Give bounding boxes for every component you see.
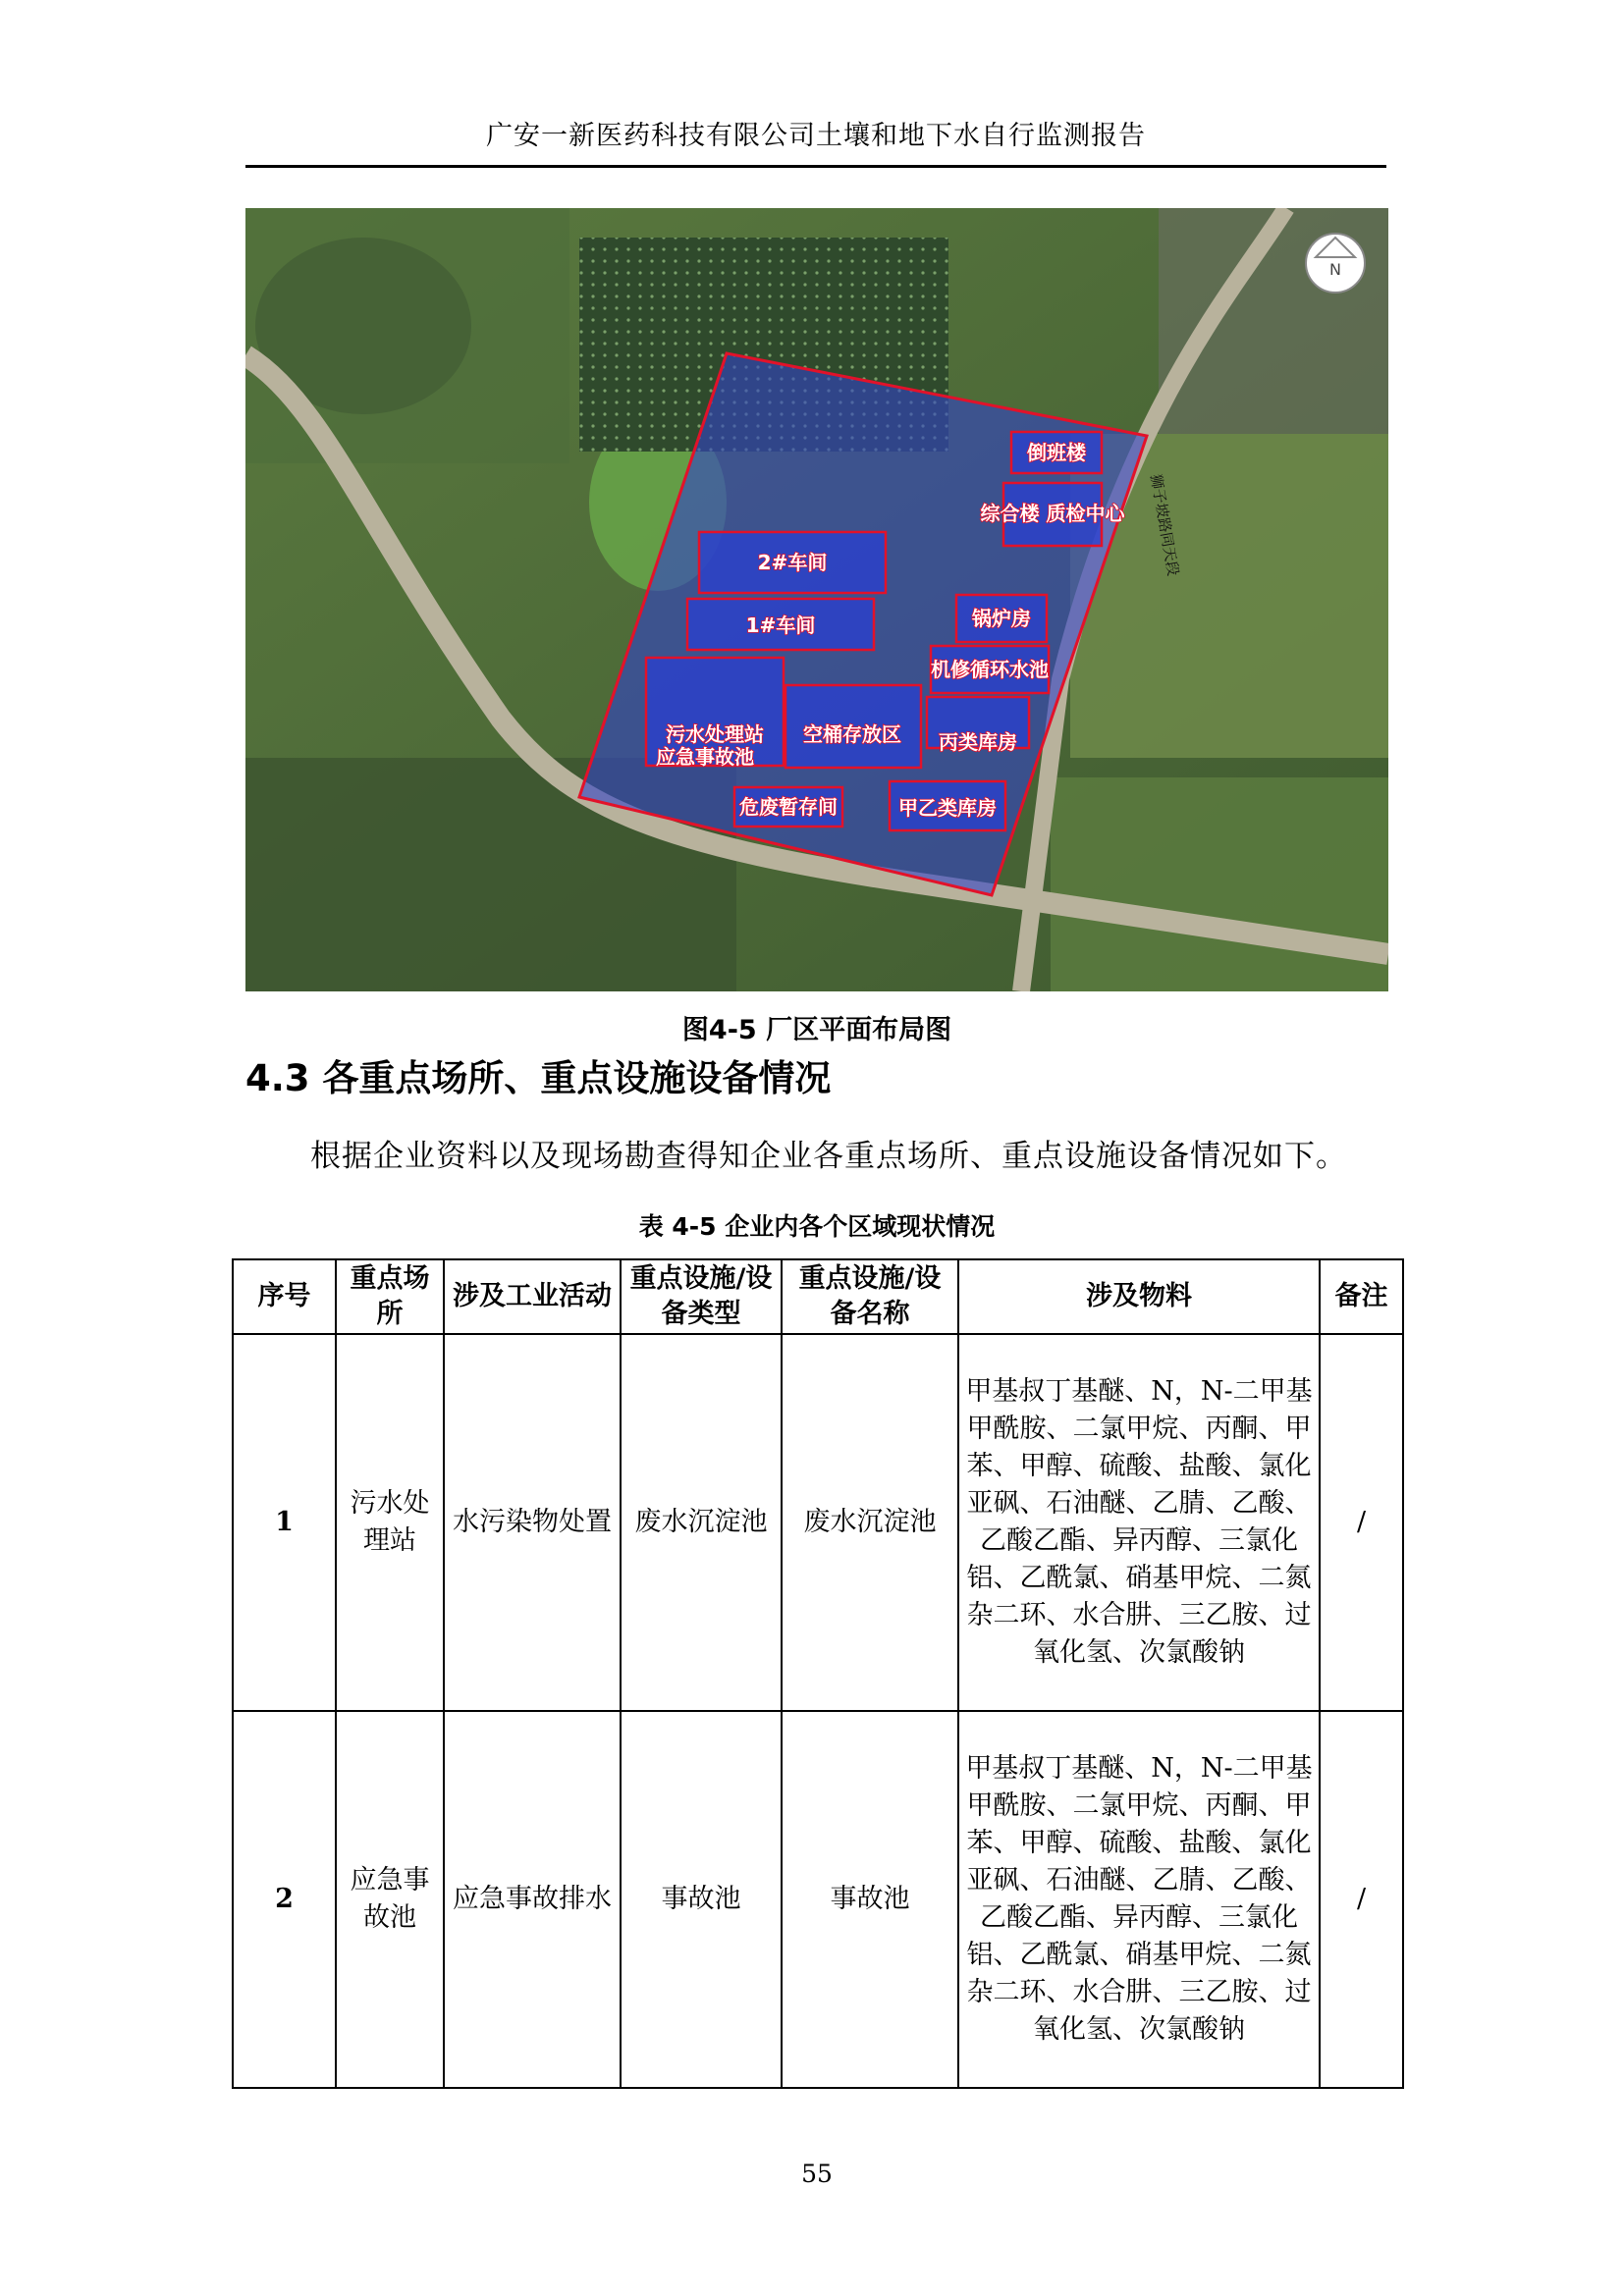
map-label-workshop-2: 2#车间: [757, 551, 828, 574]
map-label-emergency-pool: 应急事故池: [656, 745, 754, 769]
page-header-title: 广安一新医药科技有限公司土壤和地下水自行监测报告: [486, 121, 1146, 151]
table-row: [233, 1334, 1403, 1711]
compass-label: N: [1329, 260, 1341, 279]
body-paragraph: 根据企业资料以及现场勘查得知企业各重点场所、重点设施设备情况如下。: [310, 1139, 1347, 1174]
page-number: 55: [801, 2160, 833, 2188]
map-label-workshop-1: 1#车间: [745, 614, 816, 637]
table-header-row: [233, 1259, 1403, 1334]
map-label-class-ab-warehouse: 甲乙类库房: [898, 796, 997, 820]
north-arrow-icon: [1306, 234, 1365, 293]
map-label-hazardous-waste: 危废暂存间: [739, 795, 838, 819]
satellite-image: [245, 208, 1388, 991]
figure-caption: 图4-5 厂区平面布局图: [681, 1015, 952, 1045]
table-row: [233, 1711, 1403, 2088]
map-label-sewage-station: 污水处理站: [666, 722, 764, 746]
cell-facility-type: 废水沉淀池: [621, 1334, 782, 1711]
cell-facility-type: 事故池: [621, 1711, 782, 2088]
header-remark: 备注: [1320, 1259, 1403, 1334]
header-facility-type: 重点设施/设备类型: [621, 1259, 782, 1334]
header-activity: 涉及工业活动: [444, 1259, 621, 1334]
cell-activity: 水污染物处置: [444, 1334, 621, 1711]
header-seq: 序号: [233, 1259, 336, 1334]
section-heading: 4.3 各重点场所、重点设施设备情况: [245, 1057, 832, 1099]
cell-place: 污水处理站: [336, 1334, 444, 1711]
area-status-table: [232, 1258, 1404, 2089]
map-label-empty-drum: 空桶存放区: [803, 722, 901, 746]
header-rule: [245, 165, 1386, 168]
map-label-boiler: 锅炉房: [972, 607, 1031, 630]
map-label-class-c-warehouse: 丙类库房: [939, 730, 1017, 754]
cell-activity: 应急事故排水: [444, 1711, 621, 2088]
cell-materials: 甲基叔丁基醚、N，N-二甲基甲酰胺、二氯甲烷、丙酮、甲苯、甲醇、硫酸、盐酸、氯化亚砜、石油醚、乙腈、乙酸、乙酸乙酯、异丙醇、三氯化铝、乙酰氯、硝基甲烷、二氮杂二环、水合肼、三乙胺、过氧化氢、次氯酸钠: [958, 1334, 1320, 1711]
site-layout-map: [245, 208, 1388, 991]
cell-facility-name: 废水沉淀池: [782, 1334, 958, 1711]
map-label-dorm: 倒班楼: [1027, 441, 1086, 464]
cell-seq: 2: [233, 1711, 336, 2088]
cell-facility-name: 事故池: [782, 1711, 958, 2088]
header-materials: 涉及物料: [958, 1259, 1320, 1334]
cell-seq: 1: [233, 1334, 336, 1711]
cell-place: 应急事故池: [336, 1711, 444, 2088]
header-facility-name: 重点设施/设备名称: [782, 1259, 958, 1334]
cell-materials: 甲基叔丁基醚、N，N-二甲基甲酰胺、二氯甲烷、丙酮、甲苯、甲醇、硫酸、盐酸、氯化亚砜、石油醚、乙腈、乙酸、乙酸乙酯、异丙醇、三氯化铝、乙酰氯、硝基甲烷、二氮杂二环、水合肼、三乙胺、过氧化氢、次氯酸钠: [958, 1711, 1320, 2088]
header-place: 重点场所: [336, 1259, 444, 1334]
map-label-office: 综合楼 质检中心: [980, 502, 1125, 525]
table-caption: 表 4-5 企业内各个区域现状情况: [638, 1212, 996, 1241]
cell-remark: /: [1320, 1711, 1403, 2088]
cell-remark: /: [1320, 1334, 1403, 1711]
road-label: 狮子坡路同天段: [1147, 472, 1183, 578]
map-label-cooling-pool: 机修循环水池: [931, 658, 1049, 681]
